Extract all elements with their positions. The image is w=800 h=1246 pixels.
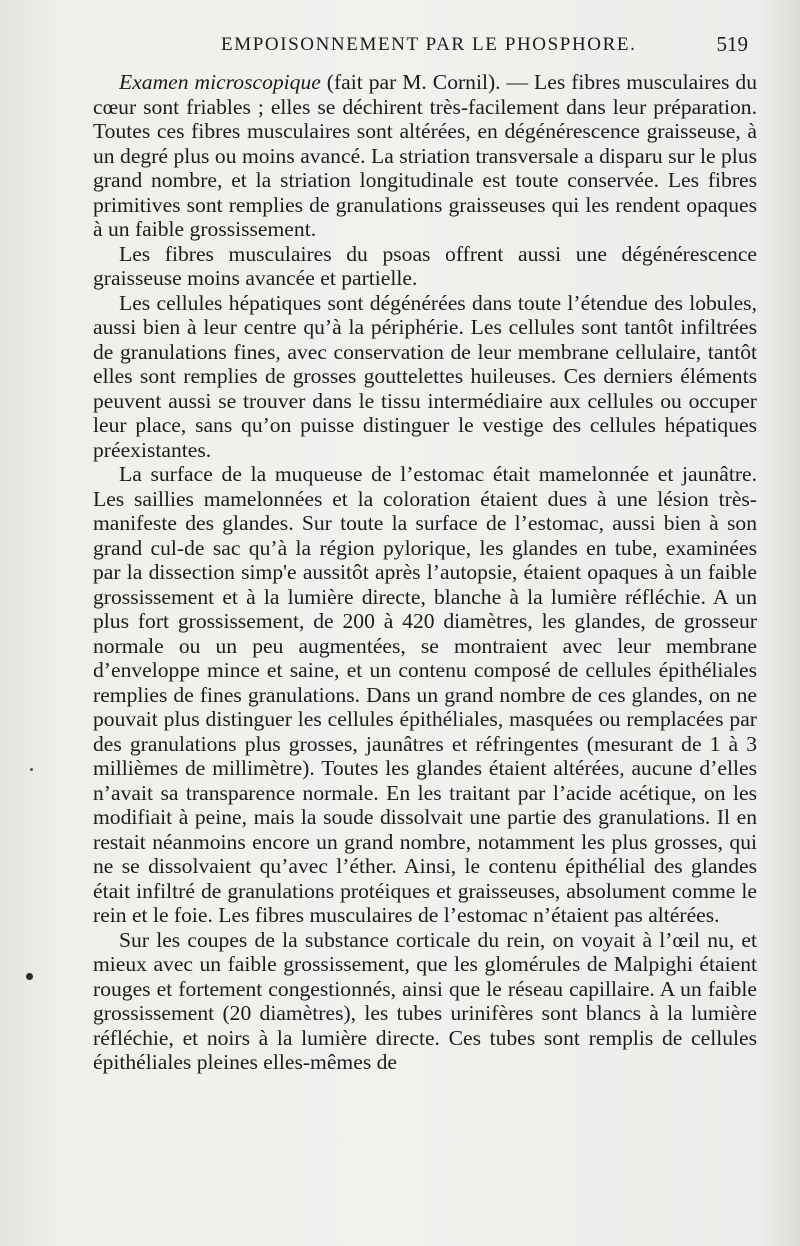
paragraph-text: Sur les coupes de la substance corticale du rein, on voyait à l’œil nu, et mieux avec un faible grossissement, que les glomérules de Malpighi étaient rouges et fortement congestionnés, ainsi que le réseau capillaire. A un faible grossissement (20 diamètres), les tubes urinifères sont blancs à la lumière réfléchie, et noirs à la lumière directe. Ces tubes sont remplis de cellules épithéliales pleines elles-mêmes de (93, 927, 757, 1074)
paragraph-text: La surface de la muqueuse de l’estomac était mamelonnée et jaunâtre. Les saillies mamelonnées et la coloration étaient dues à une lésion très-manifeste des glandes. Sur toute la surface de l’estomac, aussi bien à son grand cul-de sac qu’à la région pylorique, les glandes en tube, examinées par la dissection simp'e aussitôt après l’autopsie, étaient opaques à un faible grossissement et à la lumière directe, blanche à la lumière réfléchie. A un plus fort grossissement, de 200 à 420 diamètres, les glandes, de grosseur normale ou un peu augmentées, se montraient avec leur membrane d’enveloppe mince et saine, et un contenu composé de cellules épithéliales remplies de fines granulations. Dans un grand nombre de ces glandes, on ne pouvait plus distinguer les cellules épithéliales, masquées ou remplacées par des granulations plus grosses, jaunâtres et réfringentes (mesurant de 1 à 3 millièmes de millimètre). Toutes les glandes étaient altérées, aucune d’elles n’avait sa transparence normale. En les traitant par l’acide acétique, on les modifiait à peine, mais la soude dissolvait une partie des granulations. Il en restait néanmoins encore un grand nombre, notamment les plus grosses, qui ne se dissolvaient qu’avec l’éther. Ainsi, le contenu épithélial des glandes était infiltré de granulations protéiques et graisseuses, absolument comme le rein et le foie. Les fibres musculaires de l’estomac n’étaient pas altérées. (93, 462, 757, 927)
paragraph (93, 291, 757, 463)
ink-speck (30, 768, 33, 771)
body-text (93, 70, 757, 1075)
running-title: EMPOISONNEMENT PAR LE PHOSPHORE. (221, 34, 637, 55)
paragraph (93, 242, 757, 291)
ink-speck (26, 973, 33, 980)
paragraph-text: (fait par M. Cornil). — Les fibres musculaires du cœur sont friables ; elles se déchirent très-facilement dans leur préparation. Toutes ces fibres musculaires sont altérées, en dégénérescence graisseuse, à un degré plus ou moins avancé. La striation transversale a disparu sur le plus grand nombre, et la striation longitudinale est toute conservée. Les fibres primitives sont remplies de granulations graisseuses qui les rendent opaques à un faible grossissement. (93, 70, 757, 241)
page-number: 519 (716, 32, 748, 56)
paragraph-text: Les cellules hépatiques sont dégénérées dans toute l’étendue des lobules, aussi bien à leur centre qu’à la périphérie. Les cellules sont tantôt infiltrées de granulations fines, avec conservation de leur membrane cellulaire, tantôt elles sont remplies de grosses gouttelettes huileuses. Ces derniers éléments peuvent aussi se trouver dans le tissu intermédiaire aux cellules ou occuper leur place, sans qu’on puisse distinguer le vestige des cellules hépatiques préexistantes. (93, 290, 757, 462)
paragraph-text: Les fibres musculaires du psoas offrent aussi une dégénérescence graisseuse moins avancée et partielle. (93, 241, 757, 290)
page-header (93, 32, 748, 62)
paragraph (93, 462, 757, 928)
paragraph-lead-italic: Examen microscopique (119, 70, 321, 94)
paragraph (93, 70, 757, 242)
paragraph (93, 928, 757, 1075)
